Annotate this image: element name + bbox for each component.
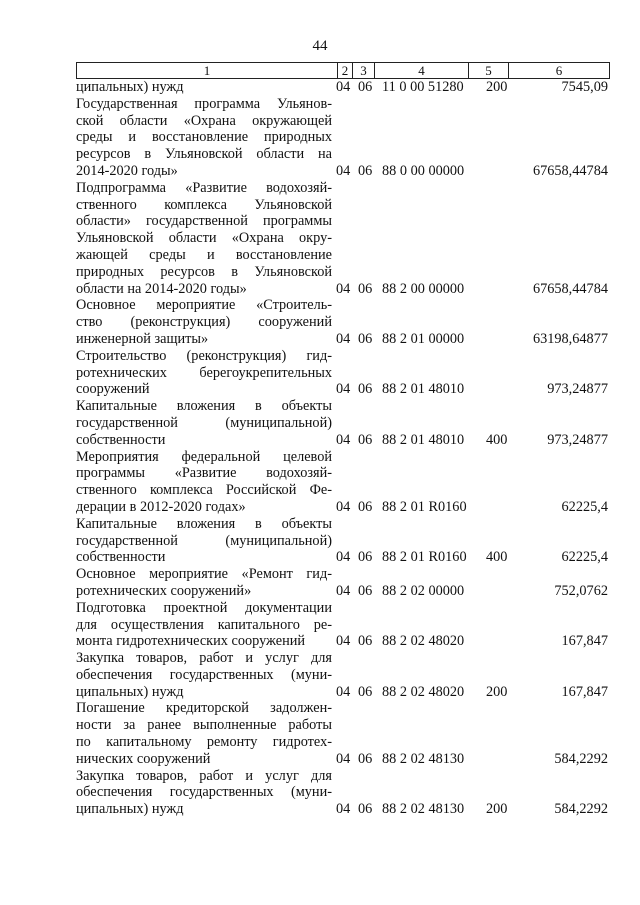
row-csr: 88 2 01 R0160 — [382, 549, 467, 566]
row-name — [76, 600, 336, 650]
row-name-line: области на 2014-2020 годы» — [76, 280, 247, 297]
row-codes — [336, 331, 518, 348]
row-name-line: ципальных) нужд — [76, 801, 184, 818]
row-name-line: для осуществления капитального ре- — [76, 616, 332, 633]
row-name-line: собственности — [76, 549, 166, 566]
row-name-line: ности за ранее выполненные работы — [76, 717, 332, 734]
row-name-line: Погашение кредиторской задолжен- — [76, 700, 332, 717]
row-vr — [486, 331, 518, 348]
row-rz: 04 — [336, 683, 351, 700]
table-body — [76, 79, 610, 818]
row-csr: 88 2 01 48010 — [382, 431, 465, 448]
row-name-line: Основное мероприятие «Строитель- — [76, 297, 332, 314]
row-name-line: ципальных) нужд — [76, 79, 184, 95]
row-name-line: Основное мероприятие «Ремонт гид- — [76, 566, 332, 583]
row-vr — [486, 499, 518, 516]
row-name-line: монта гидротехнических сооружений — [76, 633, 306, 650]
row-pr: 06 — [358, 683, 373, 700]
row-name — [76, 700, 336, 767]
table-row — [76, 297, 610, 347]
table-row — [76, 516, 610, 566]
row-name-line: Государственная программа Ульянов- — [76, 95, 332, 112]
table-row — [76, 449, 610, 516]
row-name-line: программы «Развитие водохозяй- — [76, 465, 332, 482]
row-vr — [486, 583, 518, 600]
row-name-line: ской области «Охрана окружающей — [76, 112, 332, 129]
row-sum: 752,0762 — [554, 582, 608, 599]
row-name-line: ресурсов в Ульяновской области на — [76, 146, 332, 163]
table-row — [76, 768, 610, 818]
row-name — [76, 297, 336, 347]
row-vr: 200 — [486, 683, 508, 700]
header-col-5: 5 — [468, 63, 508, 78]
row-rz: 04 — [336, 498, 351, 515]
row-rz: 04 — [336, 582, 351, 599]
row-name-line: Подпрограмма «Развитие водохозяй- — [76, 179, 332, 196]
row-pr: 06 — [358, 431, 373, 448]
row-csr: 88 2 01 48010 — [382, 381, 465, 398]
row-name-line: государственной (муниципальной) — [76, 414, 332, 431]
row-pr: 06 — [358, 582, 373, 599]
row-codes — [336, 633, 518, 650]
row-name-line: обеспечения государственных (муни- — [76, 666, 332, 683]
row-vr — [486, 633, 518, 650]
row-vr — [486, 163, 518, 180]
table-row — [76, 348, 610, 398]
row-name — [76, 398, 336, 448]
row-csr: 88 2 01 R0160 — [382, 498, 467, 515]
row-name — [76, 516, 336, 566]
row-rz: 04 — [336, 330, 351, 347]
row-name-line: ственного комплекса Российской Фе- — [76, 482, 332, 499]
budget-table — [76, 62, 610, 818]
row-codes — [336, 801, 518, 818]
row-sum: 62225,4 — [561, 498, 608, 515]
row-csr: 88 0 00 00000 — [382, 162, 465, 179]
page-number: 44 — [312, 38, 328, 54]
table-row — [76, 650, 610, 700]
row-name-line: жающей среды и восстановление — [76, 246, 332, 263]
row-codes — [336, 432, 518, 449]
table-row — [76, 180, 610, 298]
row-rz: 04 — [336, 162, 351, 179]
row-name-line: ротехнических сооружений» — [76, 582, 252, 599]
row-csr: 88 2 01 00000 — [382, 330, 465, 347]
table-row — [76, 96, 610, 180]
table-row — [76, 700, 610, 767]
row-name-line: собственности — [76, 431, 166, 448]
row-name — [76, 768, 336, 818]
row-sum: 584,2292 — [554, 750, 608, 767]
row-name-line: Закупка товаров, работ и услуг для — [76, 767, 332, 784]
row-name-line: ство (реконструкция) сооружений — [76, 314, 332, 331]
row-pr: 06 — [358, 330, 373, 347]
header-col-6: 6 — [508, 63, 609, 78]
row-codes — [336, 583, 518, 600]
row-codes — [336, 79, 518, 96]
row-rz: 04 — [336, 633, 351, 650]
table-header — [76, 62, 610, 79]
row-codes — [336, 281, 518, 298]
row-csr: 88 2 02 00000 — [382, 582, 465, 599]
row-sum: 167,847 — [561, 683, 608, 700]
row-name-line: по капитальному ремонту гидротех- — [76, 734, 332, 751]
row-name-line: нических сооружений — [76, 750, 211, 767]
row-sum: 63198,64877 — [532, 330, 608, 347]
row-name — [76, 348, 336, 398]
row-pr: 06 — [358, 549, 373, 566]
header-col-1: 1 — [203, 63, 211, 78]
row-name-line: Строительство (реконструкция) гид- — [76, 347, 332, 364]
row-name-line: среды и восстановление природных — [76, 129, 332, 146]
table-row — [76, 79, 610, 96]
row-rz: 04 — [336, 801, 351, 818]
table-row — [76, 566, 610, 600]
row-rz: 04 — [336, 79, 351, 95]
row-sum: 62225,4 — [561, 549, 608, 566]
row-rz: 04 — [336, 750, 351, 767]
row-sum: 67658,44784 — [532, 162, 608, 179]
row-sum: 973,24877 — [547, 381, 608, 398]
row-csr: 88 2 02 48130 — [382, 801, 465, 818]
row-name-line: Подготовка проектной документации — [76, 599, 332, 616]
row-codes — [336, 549, 518, 566]
row-name-line: инженерной защиты» — [76, 330, 209, 347]
row-sum: 973,24877 — [547, 431, 608, 448]
header-col-2: 2 — [337, 63, 352, 78]
row-codes — [336, 381, 518, 398]
row-vr — [486, 751, 518, 768]
row-pr: 06 — [358, 79, 373, 95]
row-csr: 11 0 00 51280 — [382, 79, 464, 95]
row-pr: 06 — [358, 381, 373, 398]
row-csr: 88 2 02 48130 — [382, 750, 465, 767]
table-row — [76, 398, 610, 448]
row-name-line: ротехнических берегоукрепительных — [76, 364, 332, 381]
table-row — [76, 600, 610, 650]
row-name-line: ственного комплекса Ульяновской — [76, 196, 332, 213]
row-pr: 06 — [358, 801, 373, 818]
row-sum: 7545,09 — [561, 79, 608, 95]
row-name-line: области» государственной программы — [76, 213, 332, 230]
row-pr: 06 — [358, 498, 373, 515]
header-col-3: 3 — [352, 63, 374, 78]
row-name-line: Закупка товаров, работ и услуг для — [76, 650, 332, 667]
row-codes — [336, 499, 518, 516]
row-vr: 200 — [486, 801, 508, 818]
row-name — [76, 650, 336, 700]
row-name-line: дерации в 2012-2020 годах» — [76, 498, 246, 515]
row-name — [76, 449, 336, 516]
row-vr: 400 — [486, 431, 508, 448]
row-sum: 67658,44784 — [532, 280, 608, 297]
row-name-line: Мероприятия федеральной целевой — [76, 448, 332, 465]
row-pr: 06 — [358, 280, 373, 297]
row-name — [76, 79, 336, 96]
row-name — [76, 566, 336, 600]
row-name-line: ципальных) нужд — [76, 683, 184, 700]
row-name-line: Ульяновской области «Охрана окру- — [76, 230, 332, 247]
row-sum: 584,2292 — [554, 801, 608, 818]
row-pr: 06 — [358, 162, 373, 179]
row-vr: 400 — [486, 549, 508, 566]
row-csr: 88 2 02 48020 — [382, 633, 465, 650]
row-rz: 04 — [336, 381, 351, 398]
row-sum: 167,847 — [561, 633, 608, 650]
row-name — [76, 180, 336, 298]
row-vr: 200 — [486, 79, 508, 95]
row-rz: 04 — [336, 280, 351, 297]
row-name-line: обеспечения государственных (муни- — [76, 784, 332, 801]
row-name-line: сооружений — [76, 381, 150, 398]
row-name-line: Капитальные вложения в объекты — [76, 515, 332, 532]
row-vr — [486, 281, 518, 298]
row-csr: 88 2 02 48020 — [382, 683, 465, 700]
row-vr — [486, 381, 518, 398]
row-codes — [336, 751, 518, 768]
row-rz: 04 — [336, 431, 351, 448]
row-name-line: государственной (муниципальной) — [76, 532, 332, 549]
row-codes — [336, 684, 518, 701]
row-name-line: Капитальные вложения в объекты — [76, 398, 332, 415]
row-pr: 06 — [358, 633, 373, 650]
row-pr: 06 — [358, 750, 373, 767]
row-csr: 88 2 00 00000 — [382, 280, 465, 297]
header-col-4: 4 — [374, 63, 468, 78]
row-name — [76, 96, 336, 180]
row-codes — [336, 163, 518, 180]
row-name-line: природных ресурсов в Ульяновской — [76, 263, 332, 280]
row-name-line: 2014-2020 годы» — [76, 162, 178, 179]
row-rz: 04 — [336, 549, 351, 566]
